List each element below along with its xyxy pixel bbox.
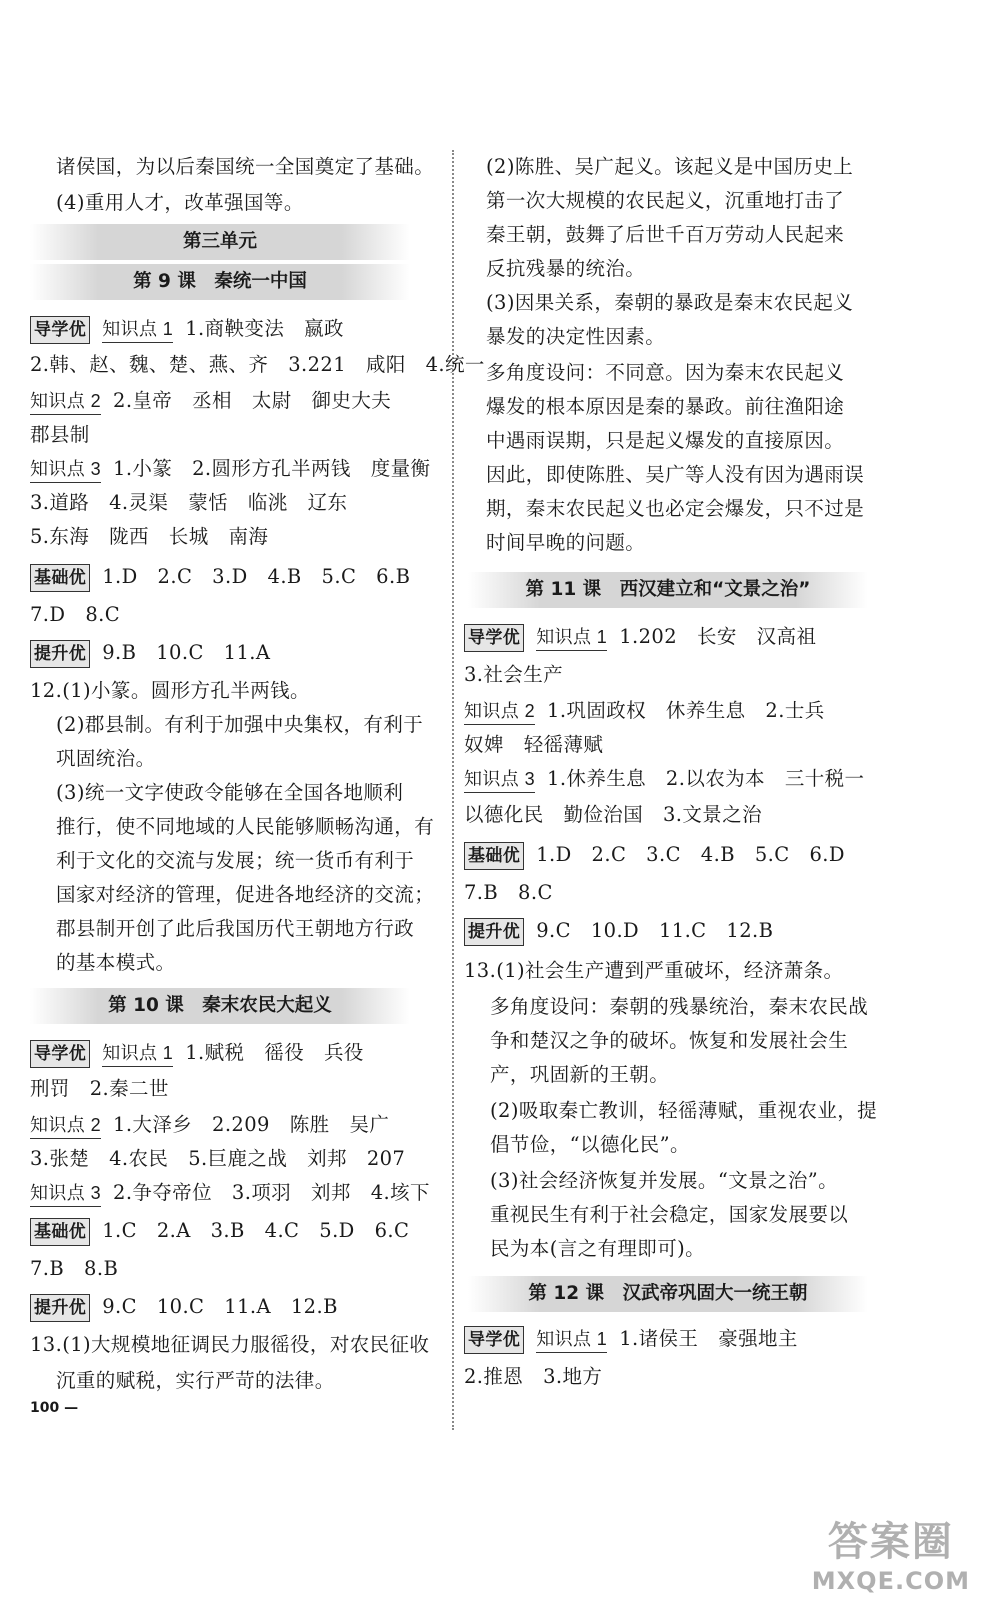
answer-row: 巩固统治。 (56, 747, 156, 770)
knowledge-point-label: 知识点 2 (30, 388, 101, 415)
answer-text: 1.巩固政权 休养生息 2.士兵 (547, 699, 825, 722)
tisheng-label: 提升优 (30, 1294, 90, 1322)
text-line: 诸侯国，为以后秦国统一全国奠定了基础。 (56, 155, 435, 178)
lesson-12-title: 第 12 课 汉武帝巩固大一统王朝 (468, 1276, 868, 1312)
answer-text: 1.D 2.C 3.D 4.B 5.C 6.B (102, 565, 411, 588)
answer-row: 国家对经济的管理，促进各地经济的交流； (56, 883, 435, 906)
answer-text: 9.C 10.C 11.A 12.B (102, 1295, 338, 1318)
answer-text: 1.大泽乡 2.209 陈胜 吴广 (113, 1113, 390, 1136)
answer-row: 5.东海 陇西 长城 南海 (30, 525, 269, 548)
answer-row: 推行，使不同地域的人民能够顺畅沟通，有 (56, 815, 435, 838)
tisheng-label: 提升优 (464, 918, 524, 946)
answer-row: 以德化民 勤俭治国 3.文景之治 (464, 803, 763, 826)
lesson-10-title: 第 10 课 秦末农民大起义 (30, 988, 410, 1024)
answer-row (30, 452, 430, 486)
answer-row (30, 1108, 389, 1142)
answer-text: 1.诸侯王 豪强地主 (619, 1327, 798, 1350)
answer-row: (3)社会经济恢复并发展。“文景之治”。 (490, 1169, 839, 1192)
answer-row (30, 1214, 409, 1248)
daoxue-label: 导学优 (464, 1326, 524, 1354)
answer-row (30, 636, 270, 670)
answer-row: 3.社会生产 (464, 663, 564, 686)
text-line: (4)重用人才，改革强国等。 (56, 191, 304, 214)
answer-row: 7.D 8.C (30, 603, 121, 626)
answer-text: 1.D 2.C 3.C 4.B 5.C 6.D (536, 843, 845, 866)
answer-row: 3.张楚 4.农民 5.巨鹿之战 刘邦 207 (30, 1147, 406, 1170)
answer-text: 2.争夺帝位 3.项羽 刘邦 4.垓下 (113, 1181, 430, 1204)
answer-row: 12.(1)小篆。圆形方孔半两钱。 (30, 679, 310, 702)
answer-row: 多角度设问：秦朝的残暴统治，秦末农民战 (490, 995, 869, 1018)
answer-row: 2.推恩 3.地方 (464, 1365, 603, 1388)
answer-row: 争和楚汉之争的破坏。恢复和发展社会生 (490, 1029, 849, 1052)
answer-row (30, 1036, 364, 1070)
answer-text: 1.202 长安 汉高祖 (619, 625, 817, 648)
text-line: 多角度设问：不同意。因为秦末农民起义 (486, 361, 845, 384)
answer-row (30, 560, 410, 594)
lesson-9-title: 第 9 课 秦统一中国 (30, 264, 410, 300)
answer-row (464, 694, 825, 728)
jichu-label: 基础优 (30, 1218, 90, 1246)
answer-row: 3.道路 4.灵渠 蒙恬 临洮 辽东 (30, 491, 348, 514)
jichu-label: 基础优 (464, 842, 524, 870)
daoxue-label: 导学优 (464, 624, 524, 652)
answer-row: (3)统一文字使政令能够在全国各地顺利 (56, 781, 404, 804)
answer-text: 1.休养生息 2.以农为本 三十税一 (547, 767, 865, 790)
answer-row: 郡县制 (30, 423, 90, 446)
unit-title: 第三单元 (30, 224, 410, 260)
site-watermark (812, 1510, 970, 1595)
text-line: 第一次大规模的农民起义，沉重地打击了 (486, 189, 845, 212)
answer-row (30, 312, 344, 346)
text-line: 爆发的根本原因是秦的暴政。前往渔阳途 (486, 395, 845, 418)
answer-text: 1.C 2.A 3.B 4.C 5.D 6.C (102, 1219, 410, 1242)
watermark-logo: 答案圈 (827, 1519, 954, 1565)
knowledge-point-label: 知识点 2 (464, 698, 535, 725)
text-line: 时间早晚的问题。 (486, 531, 646, 554)
answer-row: 13.(1)大规模地征调民力服徭役，对农民征收 (30, 1333, 430, 1356)
answer-row (30, 384, 391, 418)
page-number: 100 — (30, 1400, 79, 1416)
answer-row (30, 1290, 338, 1324)
answer-row: (2)郡县制。有利于加强中央集权，有利于 (56, 713, 424, 736)
answer-row: 的基本模式。 (56, 951, 176, 974)
answer-row: 利于文化的交流与发展；统一货币有利于 (56, 849, 415, 872)
lesson-11-title: 第 11 课 西汉建立和“文景之治” (468, 572, 868, 608)
text-line: 暴发的决定性因素。 (486, 325, 666, 348)
answer-text: 1.小篆 2.圆形方孔半两钱 度量衡 (113, 457, 431, 480)
answer-row: 民为本(言之有理即可)。 (490, 1237, 706, 1260)
answer-row: 13.(1)社会生产遭到严重破坏，经济萧条。 (464, 959, 844, 982)
knowledge-point-label: 知识点 2 (30, 1112, 101, 1139)
knowledge-point-label: 知识点 3 (30, 1180, 101, 1207)
text-line: (2)陈胜、吴广起义。该起义是中国历史上 (486, 155, 854, 178)
watermark-url: MXQE.COM (811, 1567, 970, 1595)
text-line: (3)因果关系，秦朝的暴政是秦末农民起义 (486, 291, 854, 314)
text-line: 秦王朝，鼓舞了后世千百万劳动人民起来 (486, 223, 845, 246)
text-line: 中遇雨误期，只是起义爆发的直接原因。 (486, 429, 845, 452)
answer-row: 7.B 8.C (464, 881, 553, 904)
answer-row (30, 1176, 430, 1210)
answer-text: 9.C 10.D 11.C 12.B (536, 919, 774, 942)
text-line: 反抗残暴的统治。 (486, 257, 646, 280)
answer-row: 刑罚 2.秦二世 (30, 1077, 169, 1100)
answer-row: 产，巩固新的王朝。 (490, 1063, 670, 1086)
daoxue-label: 导学优 (30, 316, 90, 344)
answer-text: 1.赋税 徭役 兵役 (185, 1041, 364, 1064)
answer-row: (2)吸取秦亡教训，轻徭薄赋，重视农业，提 (490, 1099, 878, 1122)
answer-row (464, 838, 845, 872)
answer-row: 7.B 8.B (30, 1257, 119, 1280)
answer-row: 倡节俭，“以德化民”。 (490, 1133, 690, 1156)
daoxue-label: 导学优 (30, 1040, 90, 1068)
knowledge-point-label: 知识点 1 (102, 316, 173, 343)
tisheng-label: 提升优 (30, 640, 90, 668)
answer-row (464, 1322, 798, 1356)
jichu-label: 基础优 (30, 564, 90, 592)
answer-row: 郡县制开创了此后我国历代王朝地方行政 (56, 917, 415, 940)
answer-text: 9.B 10.C 11.A (102, 641, 271, 664)
knowledge-point-label: 知识点 3 (464, 766, 535, 793)
answer-row: 奴婢 轻徭薄赋 (464, 733, 604, 756)
knowledge-point-label: 知识点 1 (102, 1040, 173, 1067)
text-line: 因此，即使陈胜、吴广等人没有因为遇雨误 (486, 463, 865, 486)
text-line: 期，秦末农民起义也必定会爆发，只不过是 (486, 497, 865, 520)
answer-row: 2.韩、赵、魏、楚、燕、齐 3.221 咸阳 4.统一 (30, 353, 485, 376)
answer-row: 重视民生有利于社会稳定，国家发展要以 (490, 1203, 849, 1226)
answer-text: 1.商鞅变法 嬴政 (185, 317, 344, 340)
column-divider (452, 150, 454, 1430)
answer-row (464, 620, 816, 654)
knowledge-point-label: 知识点 1 (536, 1326, 607, 1353)
answer-row: 沉重的赋税，实行严苛的法律。 (56, 1369, 335, 1392)
answer-row (464, 914, 773, 948)
knowledge-point-label: 知识点 3 (30, 456, 101, 483)
answer-row (464, 762, 864, 796)
knowledge-point-label: 知识点 1 (536, 624, 607, 651)
answer-text: 2.皇帝 丞相 太尉 御史大夫 (113, 389, 392, 412)
